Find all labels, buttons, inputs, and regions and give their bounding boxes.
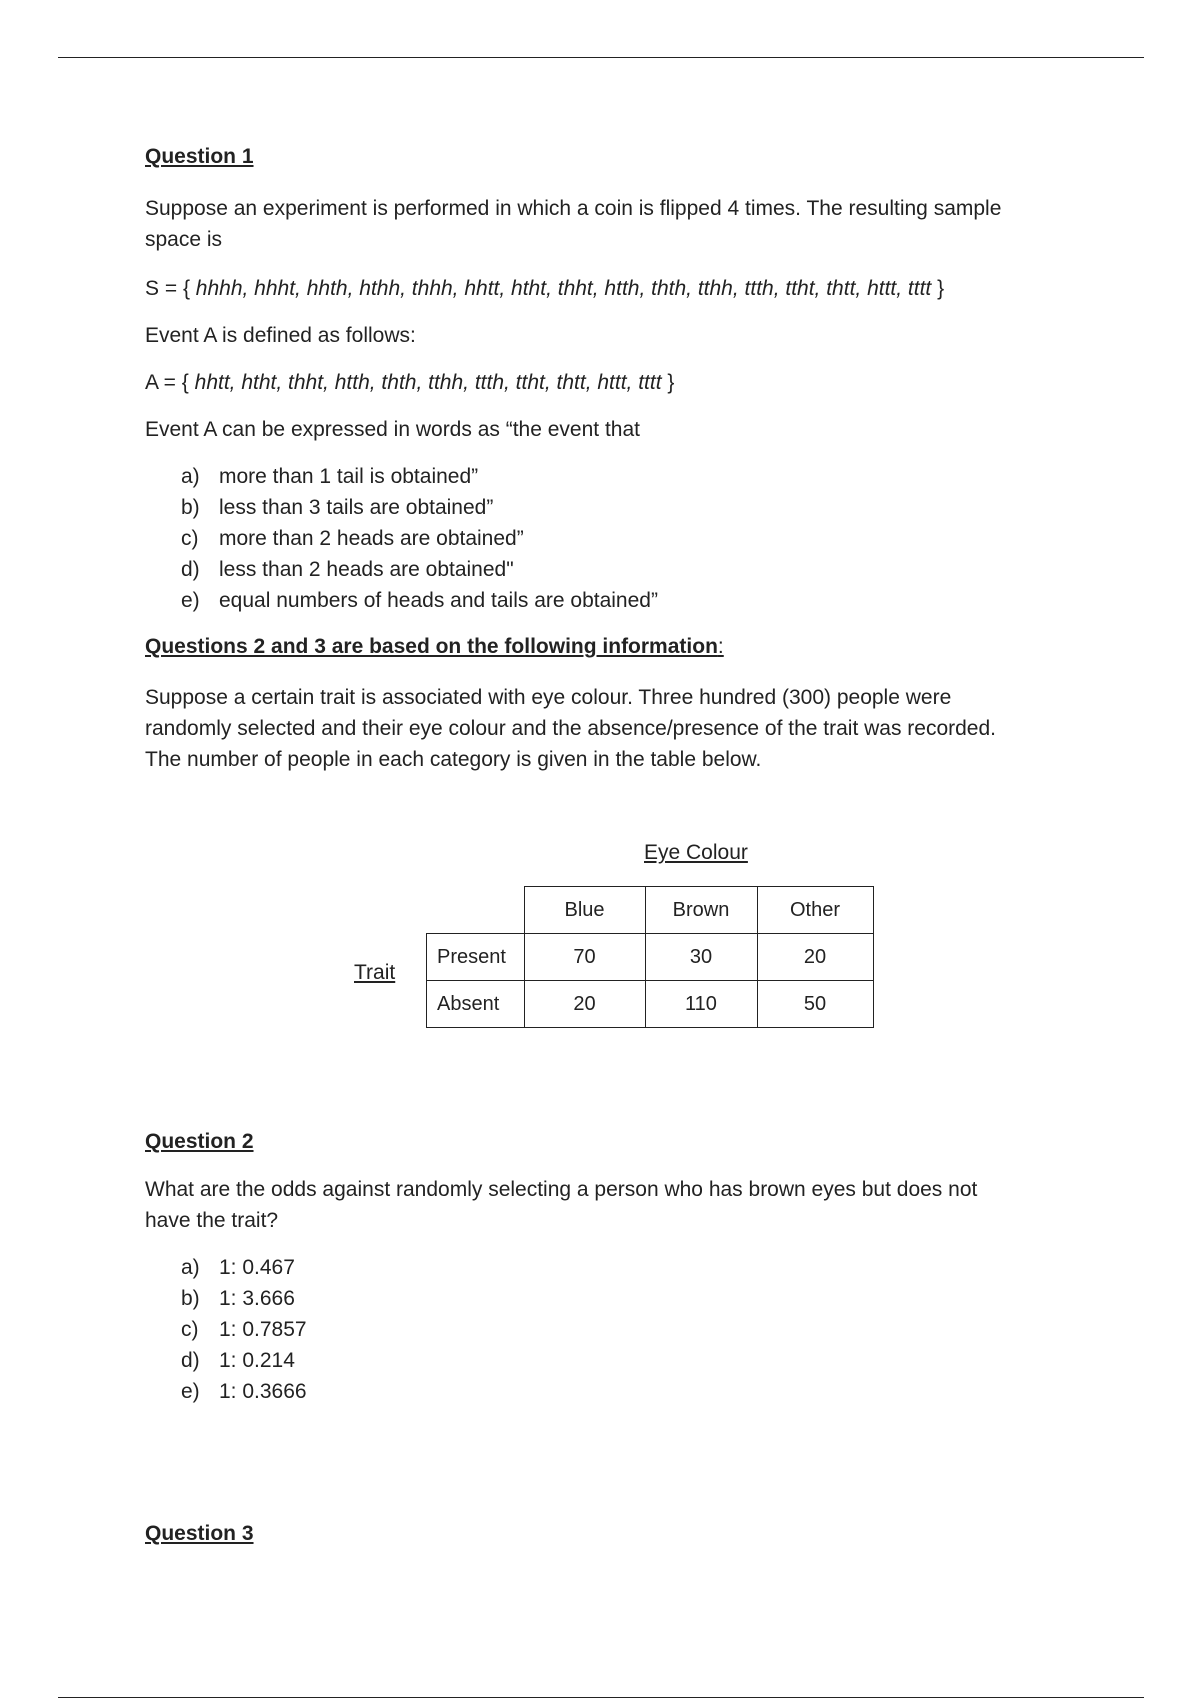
- question-2-line1: What are the odds against randomly selecting a person who has brown eyes but does not: [145, 1178, 978, 1201]
- info-heading: Questions 2 and 3 are based on the following information:: [145, 635, 724, 658]
- sample-space-close: }: [937, 277, 945, 300]
- info-line1: Suppose a certain trait is associated with eye colour. Three hundred (300) people were: [145, 686, 952, 709]
- table-corner: [427, 887, 525, 934]
- question-2-line2: have the trait?: [145, 1209, 279, 1232]
- row-header: Present: [427, 934, 525, 981]
- question-1-intro: [145, 193, 1057, 255]
- question-1-option-e: e) equal numbers of heads and tails are obtained”: [181, 589, 658, 612]
- row-header: Absent: [427, 981, 525, 1028]
- event-a-close: }: [667, 371, 675, 394]
- question-2-text: [145, 1174, 1057, 1236]
- eye-colour-table: [426, 886, 874, 1028]
- question-1-option-a: a) more than 1 tail is obtained”: [181, 465, 479, 488]
- question-1-option-d: d) less than 2 heads are obtained": [181, 558, 514, 581]
- question-1-heading: Question 1: [145, 145, 254, 168]
- question-1-option-c: c) more than 2 heads are obtained”: [181, 527, 524, 550]
- question-1-option-b: b) less than 3 tails are obtained”: [181, 496, 494, 519]
- event-a-set: [145, 367, 1057, 398]
- info-paragraph: [145, 682, 1057, 775]
- sample-space-items: hhhh, hhht, hhth, hthh, thhh, hhtt, htht, thht, htth, thth, tthh, ttth, ttht, thtt, httt, tttt: [195, 277, 932, 300]
- column-header: Other: [757, 887, 873, 934]
- question-2-option-c: c) 1: 0.7857: [181, 1318, 307, 1341]
- column-header: Blue: [524, 887, 645, 934]
- event-a-items: hhtt, htht, thht, htth, thth, tthh, ttth, ttht, thtt, httt, tttt: [194, 371, 662, 394]
- table-row: [427, 981, 874, 1028]
- bottom-rule: [58, 1697, 1144, 1698]
- question-2-option-b: b) 1: 3.666: [181, 1287, 295, 1310]
- question-1-intro-line2: space is: [145, 228, 223, 251]
- question-2-option-d: d) 1: 0.214: [181, 1349, 295, 1372]
- table-cell: 30: [645, 934, 757, 981]
- question-3-heading: Question 3: [145, 1522, 254, 1545]
- event-definition: Event A is defined as follows:: [145, 324, 416, 347]
- eye-colour-title: Eye Colour: [644, 841, 748, 864]
- table-cell: 70: [524, 934, 645, 981]
- table-row: [427, 934, 874, 981]
- event-a-label: A = {: [145, 371, 189, 394]
- trait-title: Trait: [354, 961, 396, 984]
- sample-space: [145, 273, 1057, 304]
- table-cell: 50: [757, 981, 873, 1028]
- table-cell: 20: [524, 981, 645, 1028]
- table-cell: 110: [645, 981, 757, 1028]
- question-1-options: [181, 461, 658, 616]
- info-line2: randomly selected and their eye colour and the absence/presence of the trait was recorded.: [145, 717, 997, 740]
- question-2-options: [181, 1252, 307, 1407]
- table-header-row: [427, 887, 874, 934]
- event-a-words-intro: Event A can be expressed in words as “the event that: [145, 418, 640, 441]
- sample-space-label: S = {: [145, 277, 190, 300]
- question-1-intro-line1: Suppose an experiment is performed in which a coin is flipped 4 times. The resulting sample: [145, 197, 1002, 220]
- column-header: Brown: [645, 887, 757, 934]
- info-line3: The number of people in each category is given in the table below.: [145, 748, 762, 771]
- question-2-option-e: e) 1: 0.3666: [181, 1380, 307, 1403]
- question-2-option-a: a) 1: 0.467: [181, 1256, 295, 1279]
- table-cell: 20: [757, 934, 873, 981]
- top-rule: [58, 57, 1144, 58]
- question-2-heading: Question 2: [145, 1130, 254, 1153]
